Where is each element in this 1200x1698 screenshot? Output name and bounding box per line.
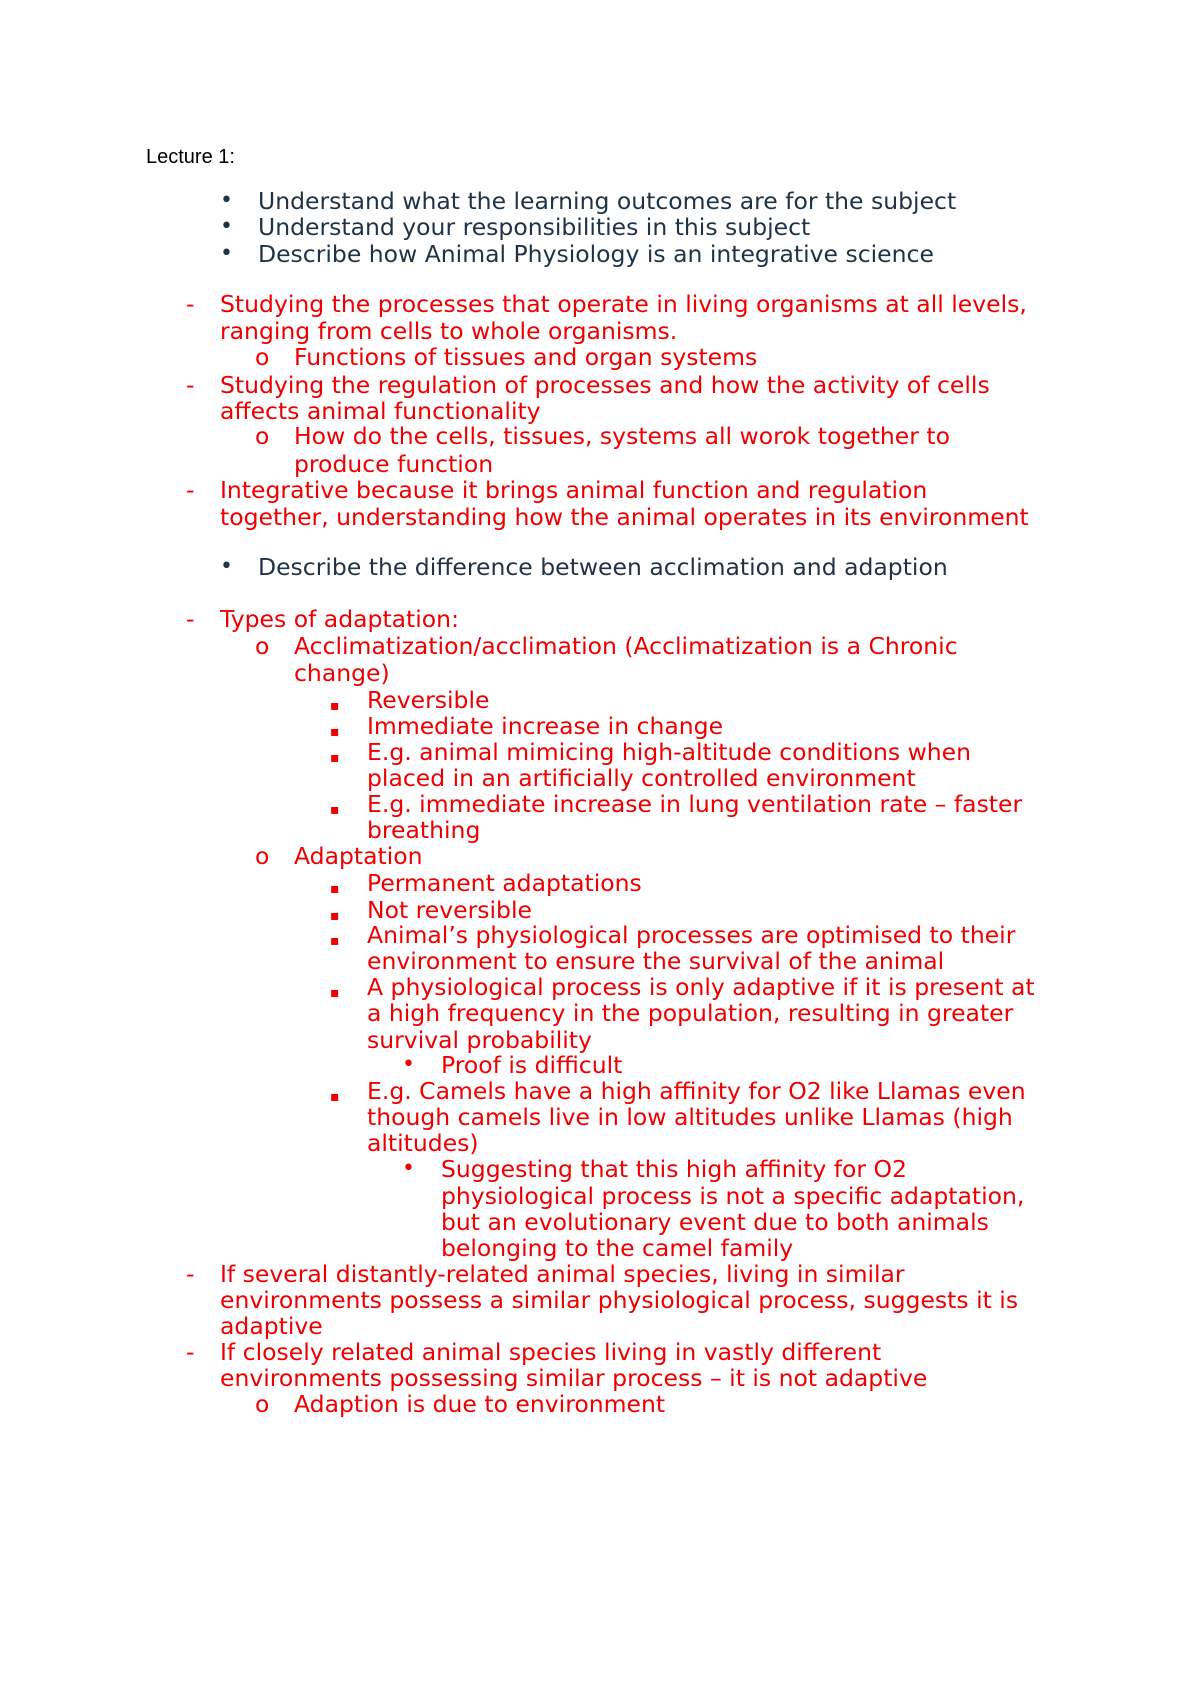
line-text: If closely related animal species living in vastly different (220, 1338, 882, 1366)
line-text: Studying the processes that operate in living organisms at all levels, (220, 290, 1027, 318)
dash-marker: - (186, 371, 195, 399)
square-marker: ▪ (330, 750, 340, 766)
square-marker: ▪ (330, 724, 340, 740)
line-text: Functions of tissues and organ systems (294, 343, 758, 371)
circle-marker: o (255, 422, 270, 450)
line-text: physiological process is not a specific adaptation, (441, 1182, 1025, 1210)
dash-marker: - (186, 1338, 195, 1366)
line-text: E.g. immediate increase in lung ventilation rate – faster (367, 790, 1023, 818)
square-marker: ▪ (330, 698, 340, 714)
bullet-marker: • (220, 554, 233, 579)
line-text: Immediate increase in change (367, 712, 724, 740)
circle-marker: o (255, 632, 270, 660)
line-text: breathing (367, 816, 481, 844)
circle-marker: o (255, 842, 270, 870)
line-text: survival probability (367, 1026, 592, 1054)
square-marker: ▪ (330, 985, 340, 1001)
dash-marker: - (186, 1260, 195, 1288)
line-text: Permanent adaptations (367, 869, 642, 897)
line-text: adaptive (220, 1312, 323, 1340)
line-text: How do the cells, tissues, systems all worok together to (294, 422, 950, 450)
line-text: Suggesting that this high affinity for O2 (441, 1155, 907, 1183)
line-text: environment to ensure the survival of the animal (367, 947, 945, 975)
line-text: affects animal functionality (220, 397, 541, 425)
line-text: produce function (294, 450, 494, 478)
circle-marker: o (255, 1390, 270, 1418)
line-text: Types of adaptation: (220, 605, 459, 633)
line-text: Proof is difficult (441, 1051, 623, 1079)
line-text: ranging from cells to whole organisms. (220, 317, 678, 345)
line-text: Animal’s physiological processes are optimised to their (367, 921, 1016, 949)
line-text: together, understanding how the animal operates in its environment (220, 503, 1029, 531)
dash-marker: - (186, 290, 195, 318)
line-text: altitudes) (367, 1129, 479, 1157)
line-text: If several distantly-related animal species, living in similar (220, 1260, 905, 1288)
dash-marker: - (186, 605, 195, 633)
circle-marker: o (255, 343, 270, 371)
line-text: E.g. animal mimicing high-altitude conditions when (367, 738, 972, 766)
line-text: placed in an artificially controlled environment (367, 764, 916, 792)
line-text: though camels live in low altitudes unlike Llamas (high (367, 1103, 1013, 1131)
line-text: Adaption is due to environment (294, 1390, 666, 1418)
bullet-marker: • (402, 1052, 415, 1077)
line-text: Understand your responsibilities in this subject (258, 213, 811, 241)
line-text: environments possessing similar process – it is not adaptive (220, 1364, 928, 1392)
bullet-marker: • (220, 188, 233, 213)
line-text: Adaptation (294, 842, 423, 870)
line-text: Describe the difference between acclimation and adaption (258, 553, 948, 581)
line-text: Understand what the learning outcomes are for the subject (258, 187, 957, 215)
square-marker: ▪ (330, 933, 340, 949)
square-marker: ▪ (330, 881, 340, 897)
line-text: A physiological process is only adaptive if it is present at (367, 973, 1035, 1001)
line-text: belonging to the camel family (441, 1234, 794, 1262)
line-text: but an evolutionary event due to both animals (441, 1208, 989, 1236)
square-marker: ▪ (330, 908, 340, 924)
line-text: E.g. Camels have a high affinity for O2 like Llamas even (367, 1077, 1026, 1105)
square-marker: ▪ (330, 802, 340, 818)
square-marker: ▪ (330, 1089, 340, 1105)
bullet-marker: • (402, 1156, 415, 1181)
line-text: Reversible (367, 686, 490, 714)
bullet-marker: • (220, 241, 233, 266)
line-text: Acclimatization/acclimation (Acclimatization is a Chronic (294, 632, 958, 660)
line-text: Studying the regulation of processes and how the activity of cells (220, 371, 990, 399)
line-text: environments possess a similar physiological process, suggests it is (220, 1286, 1019, 1314)
line-text: Not reversible (367, 896, 532, 924)
line-text: a high frequency in the population, resulting in greater (367, 999, 1014, 1027)
line-text: Integrative because it brings animal function and regulation (220, 476, 928, 504)
dash-marker: - (186, 476, 195, 504)
line-text: Describe how Animal Physiology is an integrative science (258, 240, 934, 268)
bullet-marker: • (220, 214, 233, 239)
lecture-title: Lecture 1: (146, 146, 235, 168)
line-text: change) (294, 659, 390, 687)
